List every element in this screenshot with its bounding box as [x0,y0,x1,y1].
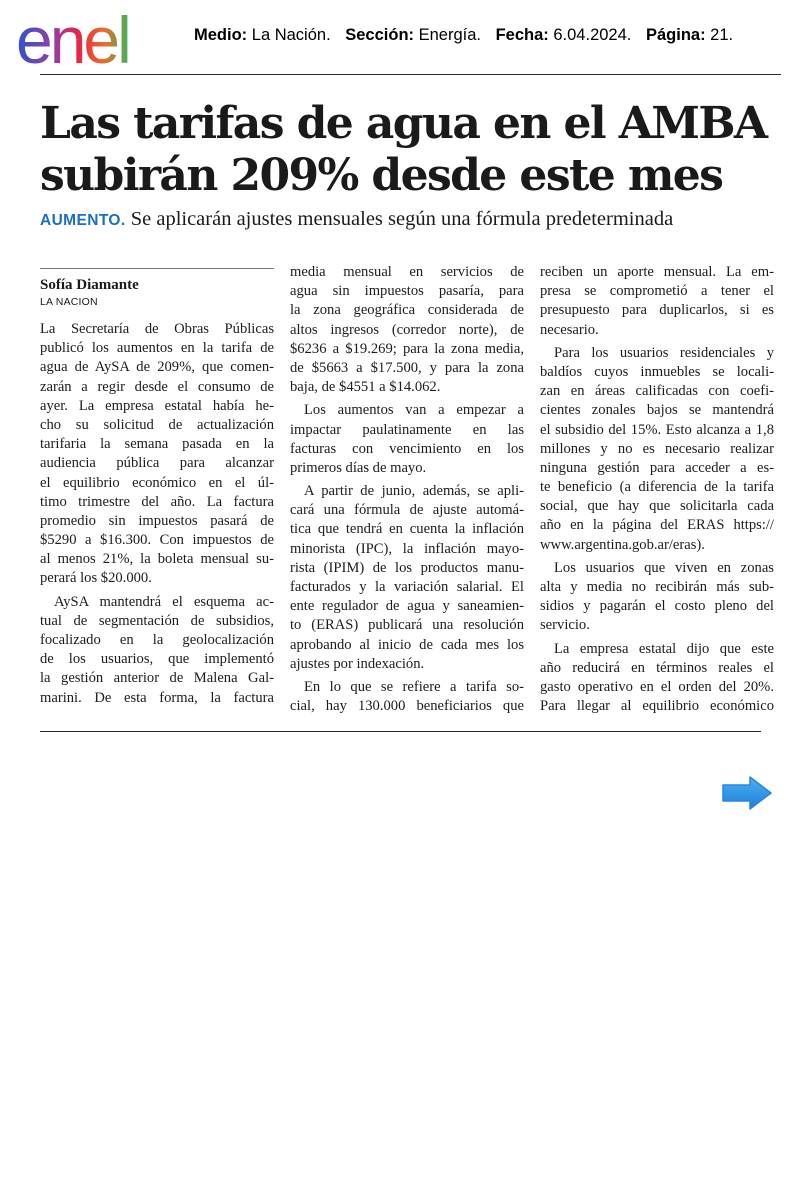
body-line: facturados y la variación salarial. El [290,579,524,595]
body-line: timo trimestre del año. La factura [40,493,274,510]
body-line: presa se comprometió a tener el [540,283,774,300]
body-line: focalizado en la geolocalización [40,632,274,648]
body-line: el equilibrio económico en el úl- [40,474,274,491]
body-line: cial, hay 130.000 beneficiarios que [290,698,524,715]
body-line: al menos 21%, la boleta mensual su- [40,551,274,568]
headline-line: subirán 209% desde este mes [40,150,723,201]
deck-text: Se aplicarán ajustes mensuales según una fórmula predeterminada [130,208,674,230]
body-line: la zona geográfica considerada de [290,302,524,319]
body-line: impactar paulatinamente en las [290,421,524,438]
body-line: $5290 a $16.300. Con impuestos de [40,532,274,549]
body-line: tica que tendrá en cuenta la inflación [290,521,524,538]
body-line: A partir de junio, además, se apli- [304,483,524,500]
body-line: agua de AySA de 209%, que comen- [40,359,274,376]
body-line: alta y media no recibirán más sub- [540,579,774,595]
body-line: aprobando al inicio de cada mes los [290,636,524,653]
medio-label: Medio: [194,26,248,44]
body-line: La Secretaría de Obras Públicas [40,321,274,337]
byline-divider [40,268,274,269]
deck [40,206,800,234]
body-line: perará los $20.000. [40,570,152,587]
body-line: Los usuarios que viven en zonas [554,559,774,576]
body-line: ayer. La empresa estatal había he- [40,397,274,414]
body-line: altos ingresos (corredor norte), de [290,321,524,338]
body-line: gasto operativo en el orden del 20%. [540,678,774,695]
body-line: $6236 a $19.269; para la zona media, [290,340,524,357]
kicker: AUMENTO. [40,212,126,229]
article-column-1 [40,320,274,708]
body-line: minorista (IPC), la inflación mayo- [290,540,524,557]
header-divider [40,74,781,75]
seccion-value: Energía. [418,26,481,44]
body-line: publicó los aumentos en la tarifa de [40,340,274,357]
body-line: el subsidio del 15%. Esto alcanza a 1,8 [540,421,774,438]
body-line: tarifaria la semana pasada en la [40,436,274,453]
body-line: www.argentina.gob.ar/eras). [540,536,705,553]
fecha-value: 6.04.2024. [553,26,632,44]
body-line: año reducirá en términos reales el [540,659,774,676]
body-line: presupuesto para duplicarlos, si es [540,302,774,319]
body-line: cientes zonales bajos se mantendrá [540,402,774,419]
body-line: tual de segmentación de subsidios, [40,612,274,629]
body-line: audiencia pública para alcanzar [40,455,274,472]
body-line: En lo que se refiere a tarifa so- [304,678,524,695]
body-line: Los aumentos van a empezar a [304,402,524,419]
body-line: agua sin impuestos pasaría, para [290,283,524,300]
medio-value: La Nación. [251,26,331,44]
headline [40,98,780,202]
body-line: millones y no es necesario realizar [540,440,774,457]
body-line: Para llegar al equilibrio económico [540,698,774,715]
body-line: año en la página del ERAS https:// [540,517,774,534]
body-line: cho su solicitud de actualización [40,416,274,433]
body-line: zan en áreas calificadas con coefi- [540,383,774,400]
body-line: cará una fórmula de ajuste automá- [290,502,524,519]
seccion-label: Sección: [345,26,415,44]
body-line: de los usuarios, que implementó [40,651,274,668]
fecha-label: Fecha: [495,26,549,44]
footer-divider [40,731,761,732]
pagina-label: Página: [645,26,706,44]
body-line: ninguna gestión para acceder a es- [540,459,774,476]
body-line: La empresa estatal dijo que este [554,640,774,657]
body-line: sidios y pagarán el costo pleno del [540,598,774,615]
body-line: social, que hay que solicitarla cada [540,498,774,515]
body-line: baldíos cuyos inmuebles se locali- [540,363,774,380]
author-name: Sofía Diamante [40,277,139,293]
body-line: rista (IPIM) de los productos manu- [290,559,524,576]
body-line: necesario. [540,321,599,338]
body-line: zarán a regir desde el consumo de [40,378,274,395]
body-line: primeros días de mayo. [290,459,427,476]
body-line: reciben un aporte mensual. La em- [540,264,774,280]
body-line: promedio sin impuestos pasará de [40,512,274,529]
body-line: te beneficio (a diferencia de la tarifa [540,479,774,496]
body-line: to (ERAS) publicará una resolución [290,617,524,634]
body-line: de $5663 a $17.500, y para la zona [290,359,524,376]
body-line: facturas con vencimiento en los [290,440,524,457]
body-line: Para los usuarios residenciales y [554,344,774,361]
body-line: ajustes por indexación. [290,655,425,672]
headline-line: Las tarifas de agua en el AMBA [40,98,767,149]
body-line: servicio. [540,617,590,634]
arrow-right-icon[interactable] [720,774,774,812]
enel-logo [16,8,178,70]
article-column-3 [540,263,774,716]
body-line: marini. De esta forma, la factura [40,689,274,706]
body-line: ente regulador de agua y saneamien- [290,598,524,615]
article-column-2 [290,263,524,716]
body-line: media mensual en servicios de [290,264,524,280]
clipping-metadata [194,26,733,45]
author-outlet: LA NACION [40,296,98,308]
body-line: baja, de $4551 a $14.062. [290,379,441,396]
pagina-value: 21. [710,26,734,44]
logo-text: enel [16,8,129,70]
body-line: la gestión anterior de Malena Gal- [40,670,274,687]
body-line: AySA mantendrá el esquema ac- [54,593,274,610]
